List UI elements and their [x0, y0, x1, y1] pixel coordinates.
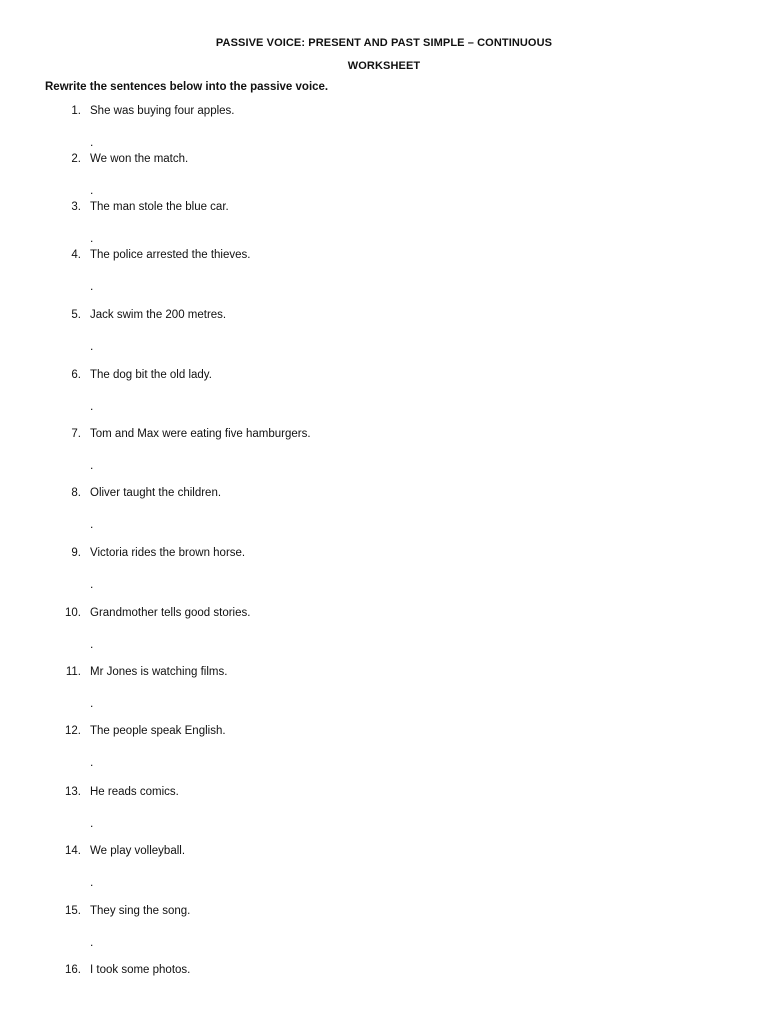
answer-line: .: [90, 183, 94, 197]
exercise-number: 5.: [71, 309, 81, 321]
answer-line: .: [90, 135, 94, 149]
exercise-sentence: Tom and Max were eating five hamburgers.: [90, 428, 311, 440]
worksheet-subtitle: WORKSHEET: [347, 60, 421, 72]
exercise-sentence: I took some photos.: [90, 964, 191, 976]
exercise-sentence: Grandmother tells good stories.: [90, 607, 251, 619]
exercise-sentence: The people speak English.: [90, 725, 226, 737]
answer-line: .: [90, 816, 94, 830]
exercise-sentence: The police arrested the thieves.: [90, 249, 251, 261]
exercise-number: 8.: [71, 487, 81, 499]
answer-line: .: [90, 279, 94, 293]
exercise-sentence: The dog bit the old lady.: [90, 369, 212, 381]
worksheet-title: PASSIVE VOICE: PRESENT AND PAST SIMPLE – CONTINUOUS: [215, 37, 553, 49]
exercise-sentence: The man stole the blue car.: [90, 201, 229, 213]
instructions: Rewrite the sentences below into the passive voice.: [45, 81, 329, 93]
answer-line: .: [90, 458, 94, 472]
exercise-sentence: She was buying four apples.: [90, 105, 235, 117]
exercise-number: 4.: [71, 249, 81, 261]
exercise-number: 13.: [65, 786, 81, 798]
exercise-number: 12.: [65, 725, 81, 737]
exercise-sentence: They sing the song.: [90, 905, 191, 917]
exercise-number: 1.: [71, 105, 81, 117]
exercise-number: 6.: [71, 369, 81, 381]
exercise-sentence: We won the match.: [90, 153, 189, 165]
answer-line: .: [90, 875, 94, 889]
exercise-number: 10.: [65, 607, 81, 619]
answer-line: .: [90, 231, 94, 245]
exercise-number: 2.: [71, 153, 81, 165]
answer-line: .: [90, 339, 94, 353]
exercise-sentence: Oliver taught the children.: [90, 487, 222, 499]
exercise-sentence: Mr Jones is watching films.: [90, 666, 228, 678]
answer-line: .: [90, 696, 94, 710]
answer-line: .: [90, 935, 94, 949]
exercise-number: 14.: [65, 845, 81, 857]
answer-line: .: [90, 577, 94, 591]
exercise-sentence: Jack swim the 200 metres.: [90, 309, 227, 321]
answer-line: .: [90, 517, 94, 531]
exercise-number: 11.: [65, 666, 81, 678]
exercise-sentence: We play volleyball.: [90, 845, 186, 857]
exercise-number: 7.: [71, 428, 81, 440]
exercise-number: 15.: [65, 905, 81, 917]
exercise-sentence: He reads comics.: [90, 786, 179, 798]
exercise-sentence: Victoria rides the brown horse.: [90, 547, 246, 559]
answer-line: .: [90, 399, 94, 413]
answer-line: .: [90, 755, 94, 769]
exercise-number: 3.: [71, 201, 81, 213]
exercise-number: 16.: [65, 964, 81, 976]
answer-line: .: [90, 637, 94, 651]
exercise-number: 9.: [71, 547, 81, 559]
